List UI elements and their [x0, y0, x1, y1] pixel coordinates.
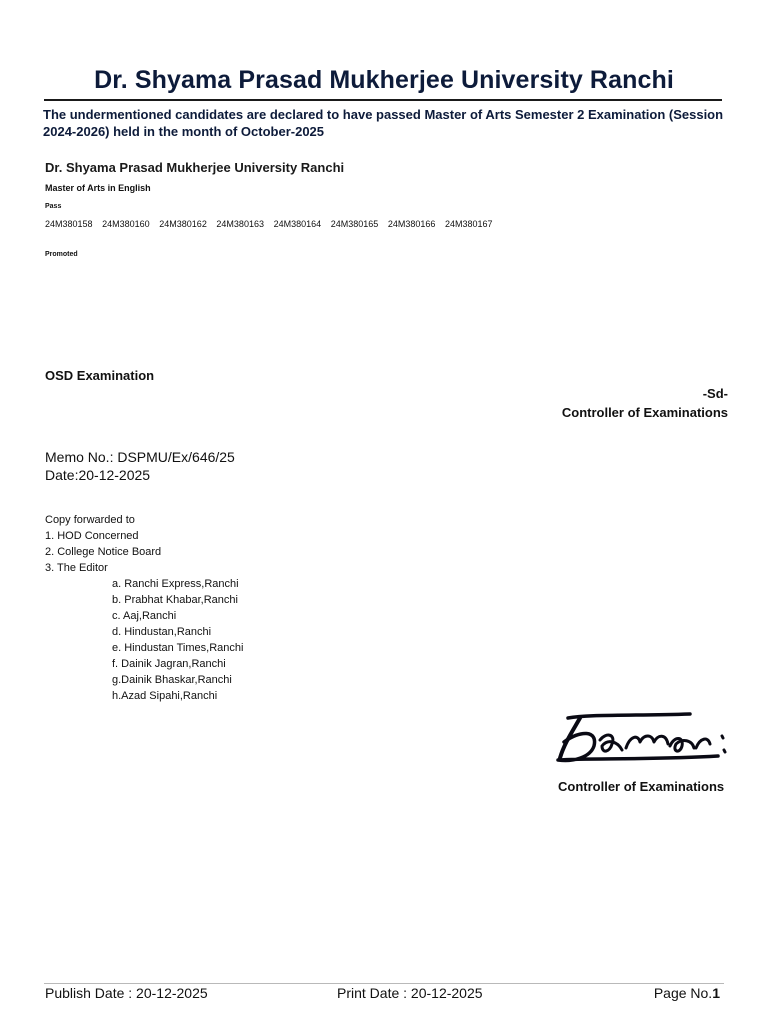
- roll-number: 24M380158: [45, 219, 93, 229]
- programme-name: Master of Arts in English: [45, 183, 151, 193]
- title-underline: [44, 99, 722, 101]
- memo-number: Memo No.: DSPMU/Ex/646/25: [45, 449, 235, 465]
- university-title: Dr. Shyama Prasad Mukherjee University Ranchi: [94, 66, 674, 94]
- copy-item: 1. HOD Concerned: [45, 530, 139, 542]
- signature-image: [550, 708, 732, 770]
- copy-item: 3. The Editor: [45, 562, 108, 574]
- roll-number: 24M380160: [102, 219, 150, 229]
- roll-number: 24M380162: [159, 219, 207, 229]
- university-subheading: Dr. Shyama Prasad Mukherjee University Ranchi: [45, 160, 345, 175]
- roll-number: 24M380167: [444, 219, 493, 229]
- copy-item: 2. College Notice Board: [45, 546, 162, 558]
- editor-item: a. Ranchi Express,Ranchi: [112, 578, 239, 590]
- controller-title: Controller of Examinations: [561, 405, 728, 420]
- copy-heading: Copy forwarded to: [45, 514, 135, 526]
- editor-item: f. Dainik Jagran,Ranchi: [112, 658, 226, 670]
- promoted-label: Promoted: [45, 251, 78, 258]
- editor-item: e. Hindustan Times,Ranchi: [112, 642, 244, 654]
- pass-label: Pass: [45, 203, 62, 210]
- signed-mark: -Sd-: [702, 386, 728, 401]
- editor-item: d. Hindustan,Ranchi: [112, 626, 212, 638]
- page-number-value: 1: [712, 985, 720, 1001]
- pass-roll-list: [45, 219, 493, 229]
- page-number-label: Page No.: [653, 985, 713, 1001]
- roll-number: 24M380163: [216, 219, 264, 229]
- page-number: [654, 985, 720, 1001]
- controller-signature-title: Controller of Examinations: [558, 779, 725, 794]
- osd-examination-label: OSD Examination: [45, 368, 155, 383]
- memo-date: Date:20-12-2025: [45, 467, 151, 483]
- roll-number: 24M380165: [330, 219, 379, 229]
- editor-item: b. Prabhat Khabar,Ranchi: [112, 594, 238, 606]
- editor-item: h.Azad Sipahi,Ranchi: [112, 690, 218, 702]
- footer-divider: [44, 983, 724, 984]
- roll-number: 24M380166: [387, 219, 436, 229]
- editor-item: c. Aaj,Ranchi: [112, 610, 177, 622]
- publish-date: Publish Date : 20-12-2025: [45, 985, 208, 1001]
- declaration-text: The undermentioned candidates are declared to have passed Master of Arts Semester 2 Examination (Session 2024-2026) held in the month of October-2025: [43, 107, 724, 139]
- copy-forwarded-list: [45, 512, 243, 704]
- roll-number: 24M380164: [273, 219, 322, 229]
- editor-item: g.Dainik Bhaskar,Ranchi: [112, 674, 232, 686]
- print-date: Print Date : 20-12-2025: [337, 985, 483, 1001]
